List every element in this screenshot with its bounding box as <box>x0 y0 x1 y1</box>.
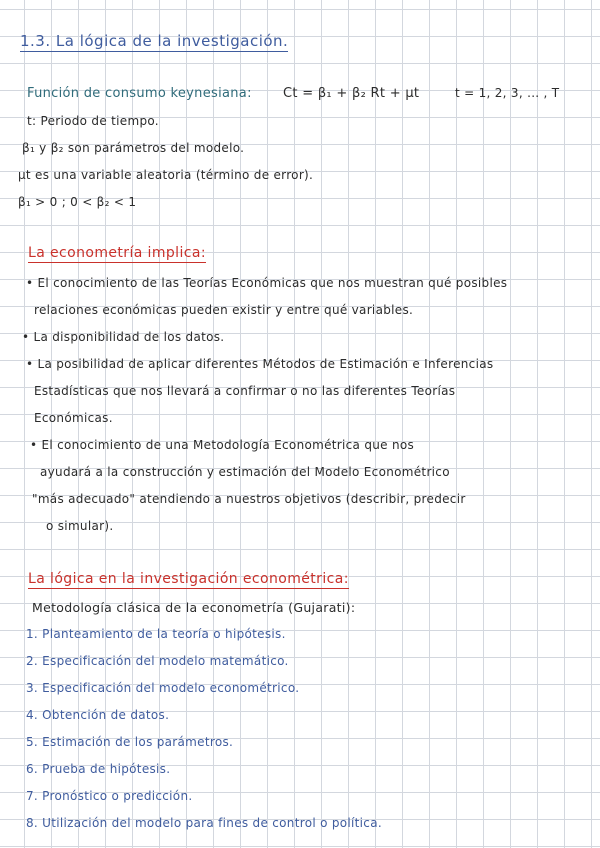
implica-line-7: • El conocimiento de una Metodología Econométrica que nos <box>30 438 415 452</box>
keynes-def-params: β₁ y β₂ son parámetros del modelo. <box>22 141 245 155</box>
keynes-formula: Ct = β₁ + β₂ Rt + μt <box>283 86 420 101</box>
logica-step-3: 3. Especificación del modelo econométrico. <box>26 681 300 695</box>
keynes-label: Función de consumo keynesiana: <box>27 86 252 101</box>
logica-step-4: 4. Obtención de datos. <box>26 708 170 722</box>
logica-heading-text: La lógica en la investigación econométrica: <box>28 571 349 587</box>
logica-step-6: 6. Prueba de hipótesis. <box>26 762 171 776</box>
implica-heading-text: La econometría implica: <box>28 245 206 261</box>
implica-line-10: o simular). <box>46 519 114 533</box>
section-title-text: 1.3. La lógica de la investigación. <box>20 32 289 50</box>
section-title <box>20 32 288 50</box>
logica-step-1: 1. Planteamiento de la teoría o hipótesis. <box>26 627 286 641</box>
implica-line-2: relaciones económicas pueden existir y entre qué variables. <box>34 303 414 317</box>
logica-step-5: 5. Estimación de los parámetros. <box>26 735 234 749</box>
logica-step-2: 2. Especificación del modelo matemático. <box>26 654 289 668</box>
logica-step-7: 7. Pronóstico o predicción. <box>26 789 193 803</box>
keynes-index: t = 1, 2, 3, ... , T <box>455 86 560 100</box>
implica-heading <box>28 245 206 261</box>
implica-line-6: Económicas. <box>34 411 113 425</box>
implica-line-5: Estadísticas que nos llevará a confirmar o no las diferentes Teorías <box>34 384 456 398</box>
keynes-def-time: t: Periodo de tiempo. <box>27 114 159 128</box>
keynes-def-error: μt es una variable aleatoria (término de error). <box>18 168 314 182</box>
logica-subtitle: Metodología clásica de la econometría (Gujarati): <box>32 600 356 615</box>
implica-line-4: • La posibilidad de aplicar diferentes Métodos de Estimación e Inferencias <box>26 357 494 371</box>
implica-line-9: "más adecuado" atendiendo a nuestros objetivos (describir, predecir <box>32 492 466 506</box>
keynes-def-constraints: β₁ > 0 ; 0 < β₂ < 1 <box>18 195 137 209</box>
logica-heading <box>28 571 349 587</box>
logica-step-8: 8. Utilización del modelo para fines de control o política. <box>26 816 382 830</box>
implica-line-3: • La disponibilidad de los datos. <box>22 330 225 344</box>
implica-line-1: • El conocimiento de las Teorías Económicas que nos muestran qué posibles <box>26 276 508 290</box>
implica-line-8: ayudará a la construcción y estimación del Modelo Econométrico <box>40 465 450 479</box>
